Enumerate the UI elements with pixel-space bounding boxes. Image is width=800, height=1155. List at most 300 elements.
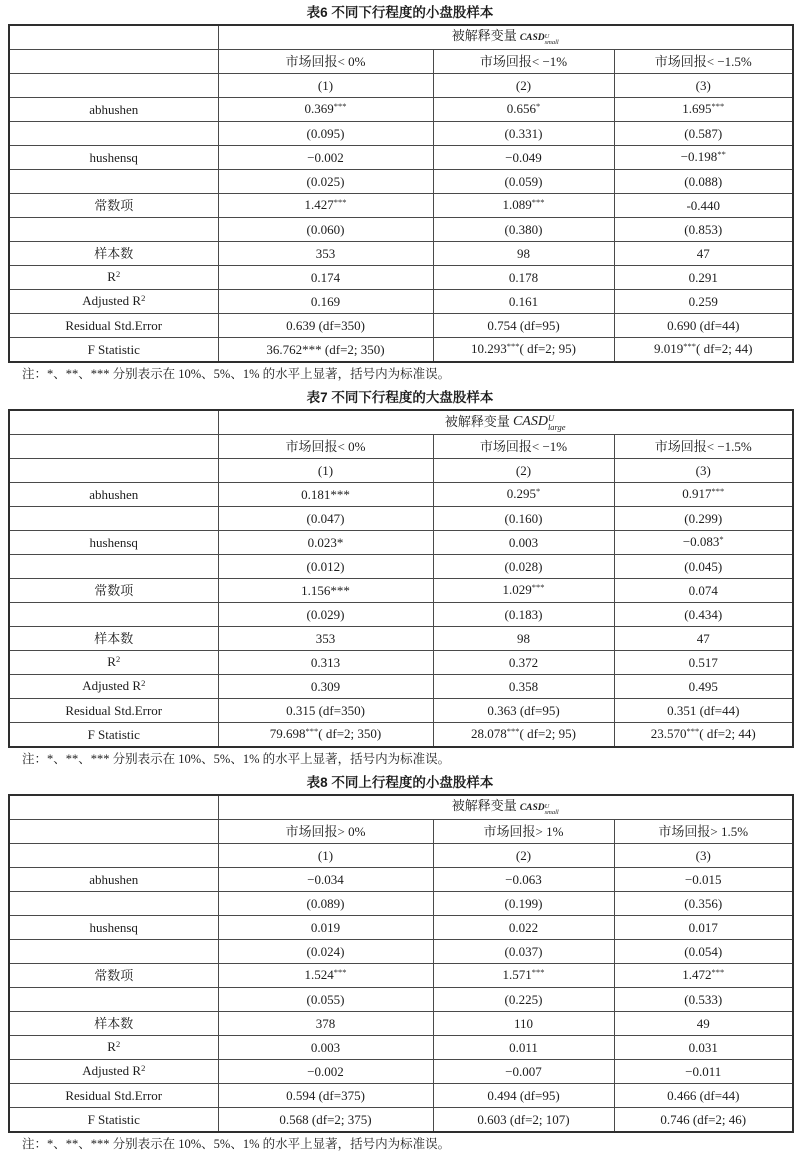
data-cell bbox=[433, 483, 614, 507]
cell-value: (0.059) bbox=[504, 173, 543, 189]
col-header: 市场回报< 0% bbox=[218, 435, 433, 459]
cell-value: 0.494 (df=95) bbox=[487, 1087, 560, 1103]
table-note: 注：*、**、*** 分别表示在 10%、5%、1% 的水平上显著，括号内为标准误。 bbox=[22, 1137, 451, 1151]
model-number: (2) bbox=[433, 459, 614, 483]
cell-value-suffix: ( df=2; 95) bbox=[519, 341, 576, 356]
cell-value: 0.161 bbox=[508, 293, 539, 309]
significance-stars: 2 bbox=[141, 1063, 146, 1073]
data-cell bbox=[218, 483, 433, 507]
table-row bbox=[9, 651, 793, 675]
table-row bbox=[9, 603, 793, 627]
table-row bbox=[9, 1108, 793, 1133]
regression-table bbox=[8, 24, 794, 363]
dep-var-superscript: U bbox=[544, 32, 550, 40]
data-cell bbox=[614, 627, 793, 651]
data-cell bbox=[433, 940, 614, 964]
data-cell bbox=[614, 1084, 793, 1108]
data-cell bbox=[218, 146, 433, 170]
cell-value: 0.313 bbox=[310, 654, 341, 670]
table-row bbox=[9, 555, 793, 579]
dep-var-row bbox=[9, 410, 793, 435]
cell-value: 1.029 bbox=[502, 582, 532, 597]
table-row bbox=[9, 723, 793, 748]
data-cell bbox=[614, 1108, 793, 1133]
significance-stars: *** bbox=[531, 582, 545, 592]
significance-stars: *** bbox=[531, 967, 545, 977]
data-cell bbox=[218, 940, 433, 964]
cell-value: 47 bbox=[696, 245, 710, 261]
row-label-text: abhushen bbox=[89, 101, 139, 117]
cell-value: 0.017 bbox=[688, 919, 718, 935]
data-cell bbox=[433, 675, 614, 699]
row-label bbox=[9, 218, 218, 242]
table-row bbox=[9, 242, 793, 266]
data-cell bbox=[614, 579, 793, 603]
data-cell bbox=[218, 122, 433, 146]
cell-value: (0.356) bbox=[684, 895, 723, 911]
significance-stars: 2 bbox=[115, 269, 121, 279]
cell-value: 0.011 bbox=[509, 1039, 538, 1055]
table-row bbox=[9, 916, 793, 940]
table-row bbox=[9, 940, 793, 964]
dep-var-row bbox=[9, 25, 793, 50]
data-cell bbox=[614, 338, 793, 363]
dep-var-scripts bbox=[545, 34, 559, 46]
col-header: 市场回报< −1.5% bbox=[614, 435, 793, 459]
table-row bbox=[9, 1012, 793, 1036]
data-cell bbox=[614, 988, 793, 1012]
table-row bbox=[9, 868, 793, 892]
cell-value: 28.078 bbox=[471, 726, 507, 741]
significance-stars: *** bbox=[711, 967, 725, 977]
row-label bbox=[9, 964, 218, 988]
row-label-text: Residual Std.Error bbox=[65, 317, 163, 333]
cell-value: 0.495 bbox=[688, 678, 718, 694]
col-header: 市场回报< −1% bbox=[433, 435, 614, 459]
data-cell bbox=[433, 242, 614, 266]
cell-value: 0.363 (df=95) bbox=[487, 702, 560, 718]
table-row bbox=[9, 194, 793, 218]
data-cell bbox=[218, 338, 433, 363]
cell-value: 49 bbox=[696, 1015, 710, 1031]
dep-var-scripts bbox=[548, 414, 566, 430]
col-header: 市场回报< −1.5% bbox=[614, 50, 793, 74]
cell-value: -0.440 bbox=[686, 197, 721, 213]
cell-value: 0.369 bbox=[304, 101, 334, 116]
cell-value: (0.012) bbox=[306, 558, 345, 574]
table-row bbox=[9, 1036, 793, 1060]
cell-value: 0.181*** bbox=[301, 486, 350, 502]
data-cell bbox=[433, 1108, 614, 1133]
row-label bbox=[9, 507, 218, 531]
significance-stars: *** bbox=[305, 726, 319, 736]
data-cell bbox=[218, 916, 433, 940]
col-header: 市场回报< −1% bbox=[433, 50, 614, 74]
row-label bbox=[9, 146, 218, 170]
cell-value: (0.853) bbox=[684, 221, 723, 237]
dep-var-prefix: 被解释变量 bbox=[451, 797, 517, 813]
empty-label-cell bbox=[9, 820, 218, 844]
table-row bbox=[9, 964, 793, 988]
data-cell bbox=[433, 603, 614, 627]
data-cell bbox=[218, 723, 433, 748]
regression-table bbox=[8, 794, 794, 1133]
cell-value: 9.019 bbox=[654, 341, 684, 356]
model-number: (3) bbox=[614, 459, 793, 483]
significance-stars: *** bbox=[711, 486, 725, 496]
row-label-text: R bbox=[107, 1039, 116, 1054]
condition-header-row bbox=[9, 50, 793, 74]
data-cell bbox=[433, 651, 614, 675]
data-cell bbox=[614, 651, 793, 675]
data-cell bbox=[614, 603, 793, 627]
cell-value: 47 bbox=[696, 630, 710, 646]
data-cell bbox=[433, 1036, 614, 1060]
dep-var-superscript: U bbox=[547, 413, 555, 424]
cell-value: 0.358 bbox=[508, 678, 539, 694]
cell-value: 1.089 bbox=[502, 197, 532, 212]
data-cell bbox=[614, 555, 793, 579]
data-cell bbox=[433, 98, 614, 122]
cell-value: (0.047) bbox=[306, 510, 345, 526]
cell-value: 0.259 bbox=[688, 293, 718, 309]
row-label-text: R bbox=[107, 654, 116, 669]
table-row bbox=[9, 146, 793, 170]
table-section bbox=[8, 5, 792, 382]
dep-var-subscript: small bbox=[544, 38, 559, 46]
dep-var-subscript: small bbox=[544, 808, 559, 816]
cell-value: −0.083 bbox=[682, 534, 720, 549]
row-label bbox=[9, 916, 218, 940]
row-label-text: Adjusted R bbox=[82, 678, 142, 693]
significance-stars: *** bbox=[711, 101, 725, 111]
cell-value: 110 bbox=[513, 1015, 534, 1031]
dep-var-superscript: U bbox=[544, 802, 550, 810]
data-cell bbox=[433, 194, 614, 218]
cell-value: 0.174 bbox=[310, 269, 341, 285]
data-cell bbox=[614, 314, 793, 338]
row-label bbox=[9, 170, 218, 194]
cell-value: 0.074 bbox=[688, 582, 718, 598]
row-label bbox=[9, 940, 218, 964]
table-note: 注：*、**、*** 分别表示在 10%、5%、1% 的水平上显著，括号内为标准误。 bbox=[22, 367, 451, 381]
row-label-text: F Statistic bbox=[87, 726, 140, 742]
cell-value: 1.427 bbox=[304, 197, 334, 212]
table-row bbox=[9, 338, 793, 363]
empty-label-cell bbox=[9, 459, 218, 483]
cell-value: (0.055) bbox=[306, 991, 345, 1007]
cell-value: (0.024) bbox=[306, 943, 345, 959]
cell-value: 1.695 bbox=[682, 101, 712, 116]
data-cell bbox=[433, 531, 614, 555]
cell-value: (0.225) bbox=[504, 991, 543, 1007]
data-cell bbox=[433, 1084, 614, 1108]
cell-value-suffix: ( df=2; 44) bbox=[699, 726, 756, 741]
row-label bbox=[9, 98, 218, 122]
data-cell bbox=[614, 1012, 793, 1036]
cell-value: (0.095) bbox=[306, 125, 345, 141]
empty-corner-cell bbox=[9, 410, 218, 435]
dep-var-cell bbox=[218, 25, 793, 50]
empty-label-cell bbox=[9, 844, 218, 868]
dep-var-symbol: CASD bbox=[512, 414, 548, 430]
row-label bbox=[9, 314, 218, 338]
data-cell bbox=[433, 579, 614, 603]
data-cell bbox=[614, 483, 793, 507]
significance-stars: *** bbox=[333, 101, 347, 111]
row-label bbox=[9, 1108, 218, 1133]
model-number: (1) bbox=[218, 844, 433, 868]
cell-value: (0.029) bbox=[306, 606, 345, 622]
table-row bbox=[9, 98, 793, 122]
empty-corner-cell bbox=[9, 25, 218, 50]
data-cell bbox=[433, 555, 614, 579]
row-label-text: 常数项 bbox=[94, 197, 134, 213]
cell-value-suffix: ( df=2; 44) bbox=[696, 341, 753, 356]
table-row bbox=[9, 170, 793, 194]
table-row bbox=[9, 507, 793, 531]
row-label bbox=[9, 699, 218, 723]
col-header: 市场回报< 0% bbox=[218, 50, 433, 74]
table-row bbox=[9, 699, 793, 723]
row-label-text: hushensq bbox=[89, 919, 138, 935]
cell-value: 0.295 bbox=[506, 486, 536, 501]
table-row bbox=[9, 218, 793, 242]
table-section bbox=[8, 775, 792, 1152]
empty-label-cell bbox=[9, 50, 218, 74]
cell-value: 0.690 (df=44) bbox=[667, 317, 740, 333]
cell-value: 1.524 bbox=[304, 967, 334, 982]
data-cell bbox=[614, 531, 793, 555]
cell-value: 0.639 (df=350) bbox=[286, 317, 365, 333]
data-cell bbox=[218, 242, 433, 266]
cell-value: 0.169 bbox=[310, 293, 341, 309]
data-cell bbox=[218, 194, 433, 218]
table-row bbox=[9, 531, 793, 555]
table-row bbox=[9, 483, 793, 507]
significance-stars: * bbox=[536, 486, 541, 496]
row-label-text: abhushen bbox=[89, 486, 139, 502]
row-label-text: Adjusted R bbox=[82, 1063, 142, 1078]
data-cell bbox=[433, 290, 614, 314]
table-title: 表6 不同下行程度的小盘股样本 bbox=[306, 5, 494, 20]
cell-value: 0.031 bbox=[688, 1039, 718, 1055]
cell-value-suffix: ( df=2; 95) bbox=[519, 726, 576, 741]
row-label-text: Adjusted R bbox=[82, 293, 142, 308]
row-label bbox=[9, 723, 218, 748]
cell-value: 0.568 (df=2; 375) bbox=[279, 1111, 372, 1127]
significance-stars: 2 bbox=[115, 1039, 121, 1049]
empty-label-cell bbox=[9, 435, 218, 459]
data-cell bbox=[218, 290, 433, 314]
cell-value: (0.160) bbox=[504, 510, 543, 526]
significance-stars: * bbox=[719, 534, 724, 544]
empty-label-cell bbox=[9, 74, 218, 98]
data-cell bbox=[218, 1012, 433, 1036]
data-cell bbox=[614, 1036, 793, 1060]
dep-var-prefix: 被解释变量 bbox=[444, 413, 510, 429]
dep-var-symbol: CASD bbox=[519, 32, 545, 43]
data-cell bbox=[433, 699, 614, 723]
row-label-text: abhushen bbox=[89, 871, 139, 887]
cell-value: (0.199) bbox=[504, 895, 543, 911]
cell-value: 0.315 (df=350) bbox=[286, 702, 365, 718]
dep-var-scripts bbox=[545, 804, 559, 816]
cell-value: −0.007 bbox=[505, 1063, 542, 1079]
cell-value: 98 bbox=[517, 245, 530, 261]
table-row bbox=[9, 675, 793, 699]
cell-value: (0.088) bbox=[684, 173, 723, 189]
cell-value: (0.060) bbox=[306, 221, 345, 237]
table-note: 注：*、**、*** 分别表示在 10%、5%、1% 的水平上显著，括号内为标准误。 bbox=[22, 752, 451, 766]
row-label bbox=[9, 555, 218, 579]
row-label bbox=[9, 338, 218, 363]
cell-value: −0.198 bbox=[680, 149, 718, 164]
row-label-text: 样本数 bbox=[94, 1015, 134, 1031]
significance-stars: 2 bbox=[141, 293, 146, 303]
table-row bbox=[9, 290, 793, 314]
empty-corner-cell bbox=[9, 795, 218, 820]
data-cell bbox=[614, 892, 793, 916]
dep-var-cell bbox=[218, 410, 793, 435]
data-cell bbox=[614, 507, 793, 531]
row-label bbox=[9, 194, 218, 218]
data-cell bbox=[218, 555, 433, 579]
model-number: (2) bbox=[433, 844, 614, 868]
cell-value: −0.049 bbox=[505, 149, 542, 165]
cell-value: 378 bbox=[315, 1015, 336, 1031]
data-cell bbox=[614, 940, 793, 964]
data-cell bbox=[614, 146, 793, 170]
data-cell bbox=[218, 531, 433, 555]
data-cell bbox=[433, 964, 614, 988]
cell-value: 79.698 bbox=[269, 726, 306, 741]
row-label-text: hushensq bbox=[89, 149, 138, 165]
row-label bbox=[9, 651, 218, 675]
data-cell bbox=[433, 218, 614, 242]
row-label bbox=[9, 988, 218, 1012]
table-section bbox=[8, 390, 792, 767]
cell-value: (0.054) bbox=[684, 943, 723, 959]
data-cell bbox=[218, 627, 433, 651]
data-cell bbox=[218, 1108, 433, 1133]
data-cell bbox=[614, 868, 793, 892]
cell-value: (0.587) bbox=[684, 125, 723, 141]
cell-value: 0.022 bbox=[508, 919, 539, 935]
row-label bbox=[9, 266, 218, 290]
cell-value: 36.762*** (df=2; 350) bbox=[266, 341, 385, 357]
row-label bbox=[9, 531, 218, 555]
cell-value: 1.571 bbox=[502, 967, 532, 982]
data-cell bbox=[433, 1012, 614, 1036]
data-cell bbox=[218, 218, 433, 242]
table-row bbox=[9, 1060, 793, 1084]
cell-value: 0.309 bbox=[310, 678, 341, 694]
data-cell bbox=[433, 627, 614, 651]
cell-value: 0.351 (df=44) bbox=[667, 702, 740, 718]
cell-value: 0.003 bbox=[508, 534, 539, 550]
row-label bbox=[9, 1060, 218, 1084]
data-cell bbox=[433, 723, 614, 748]
row-label bbox=[9, 122, 218, 146]
cell-value: 1.472 bbox=[682, 967, 712, 982]
row-label bbox=[9, 603, 218, 627]
cell-value: 0.019 bbox=[310, 919, 341, 935]
row-label-text: 样本数 bbox=[94, 630, 134, 646]
table-row bbox=[9, 266, 793, 290]
data-cell bbox=[614, 723, 793, 748]
row-label-text: R bbox=[107, 269, 116, 284]
table-row bbox=[9, 627, 793, 651]
cell-value: (0.028) bbox=[504, 558, 543, 574]
cell-value: 0.746 (df=2; 46) bbox=[660, 1111, 747, 1127]
regression-table bbox=[8, 409, 794, 748]
cell-value: −0.011 bbox=[685, 1063, 722, 1079]
data-cell bbox=[433, 916, 614, 940]
row-label-text: Residual Std.Error bbox=[65, 702, 163, 718]
cell-value: (0.089) bbox=[306, 895, 345, 911]
data-cell bbox=[433, 507, 614, 531]
cell-value: −0.034 bbox=[307, 871, 344, 887]
data-cell bbox=[218, 699, 433, 723]
data-cell bbox=[218, 579, 433, 603]
data-cell bbox=[218, 170, 433, 194]
data-cell bbox=[433, 170, 614, 194]
cell-value: 0.517 bbox=[688, 654, 718, 670]
cell-value: 0.466 (df=44) bbox=[667, 1087, 740, 1103]
table-row bbox=[9, 988, 793, 1012]
cell-value: 353 bbox=[315, 630, 336, 646]
table-row bbox=[9, 1084, 793, 1108]
model-number: (1) bbox=[218, 74, 433, 98]
table-row bbox=[9, 122, 793, 146]
cell-value: 98 bbox=[517, 630, 530, 646]
row-label bbox=[9, 868, 218, 892]
dep-var-subscript: large bbox=[547, 421, 566, 432]
table-row bbox=[9, 314, 793, 338]
cell-value-suffix: ( df=2; 350) bbox=[318, 726, 382, 741]
data-cell bbox=[433, 892, 614, 916]
data-cell bbox=[218, 964, 433, 988]
cell-value: (0.533) bbox=[684, 991, 723, 1007]
data-cell bbox=[614, 675, 793, 699]
data-cell bbox=[433, 1060, 614, 1084]
significance-stars: *** bbox=[333, 967, 347, 977]
data-cell bbox=[614, 699, 793, 723]
col-header: 市场回报> 1.5% bbox=[614, 820, 793, 844]
data-cell bbox=[614, 916, 793, 940]
cell-value: (0.025) bbox=[306, 173, 345, 189]
data-cell bbox=[218, 1036, 433, 1060]
cell-value: 0.178 bbox=[508, 269, 539, 285]
data-cell bbox=[218, 1060, 433, 1084]
row-label bbox=[9, 1036, 218, 1060]
significance-stars: *** bbox=[506, 341, 520, 351]
cell-value: 353 bbox=[315, 245, 336, 261]
row-label-text: 常数项 bbox=[94, 582, 134, 598]
significance-stars: *** bbox=[531, 197, 545, 207]
cell-value: 10.293 bbox=[471, 341, 507, 356]
cell-value: (0.037) bbox=[504, 943, 543, 959]
cell-value: 0.917 bbox=[682, 486, 712, 501]
dep-var-row bbox=[9, 795, 793, 820]
model-number-row bbox=[9, 844, 793, 868]
row-label bbox=[9, 579, 218, 603]
data-cell bbox=[433, 338, 614, 363]
significance-stars: *** bbox=[683, 341, 697, 351]
data-cell bbox=[218, 314, 433, 338]
cell-value: 0.603 (df=2; 107) bbox=[477, 1111, 570, 1127]
